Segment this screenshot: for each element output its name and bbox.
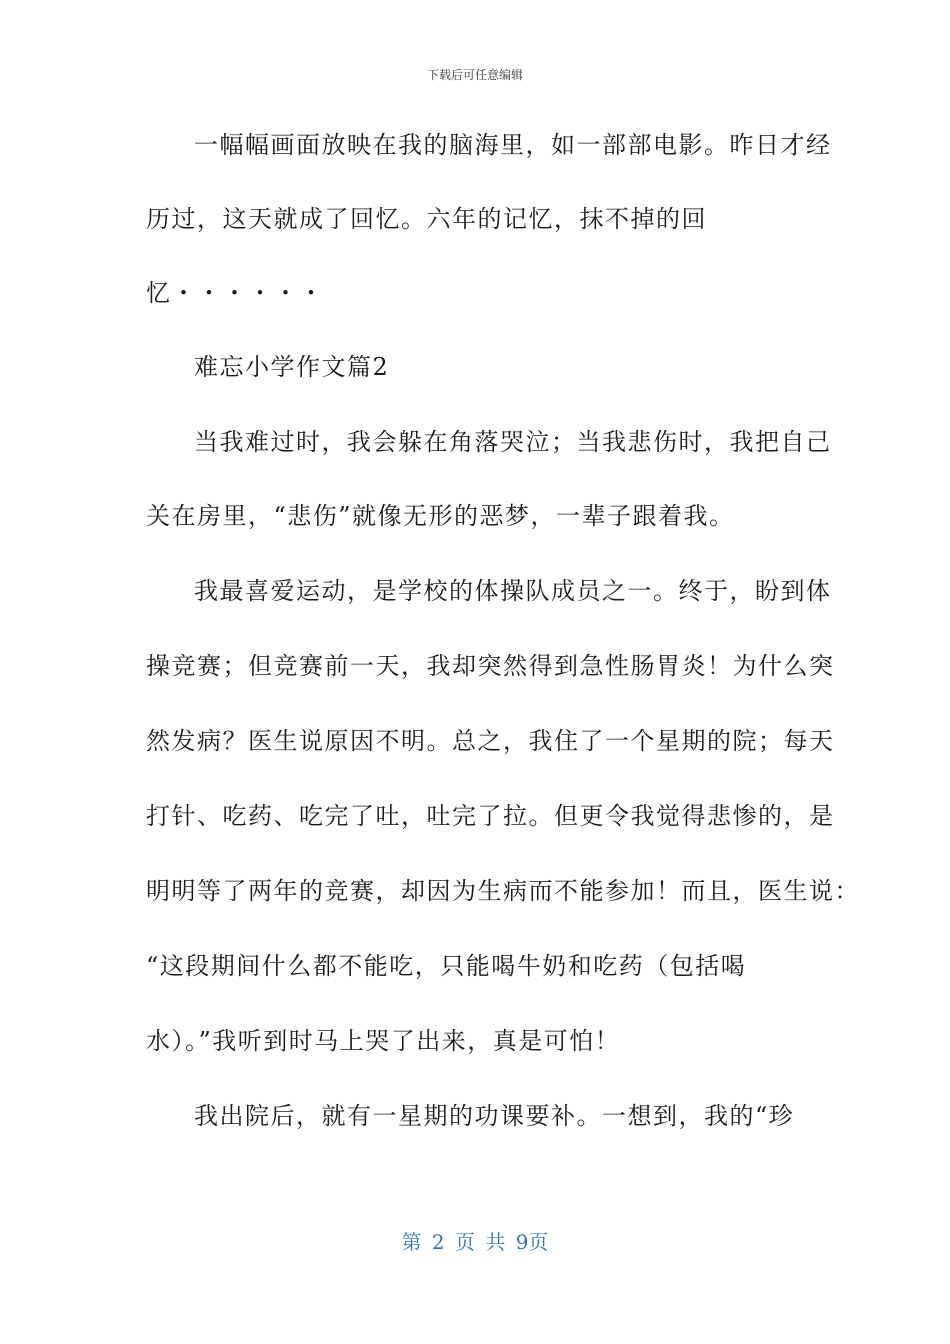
paragraph-line: 忆・・・・・・ xyxy=(146,279,325,307)
paragraph-line: 关在房里，“悲伤”就像无形的恶梦，一辈子跟着我。 xyxy=(146,502,735,530)
page-header: 下载后可任意编辑 xyxy=(426,68,523,82)
paragraph-line: 然发病？医生说原因不明。总之，我住了一个星期的院；每天 xyxy=(146,727,835,755)
paragraph-line: 操竞赛；但竞赛前一天，我却突然得到急性肠胃炎！为什么突 xyxy=(146,652,835,680)
paragraph-line: 水）。”我听到时马上哭了出来，真是可怕！ xyxy=(146,1027,621,1055)
paragraph-line: 一幅幅画面放映在我的脑海里，如一部部电影。昨日才经 xyxy=(194,131,832,159)
section-heading: 难忘小学作文篇2 xyxy=(194,353,390,381)
paragraph-line: 我出院后，就有一星期的功课要补。一想到，我的“珍 xyxy=(194,1102,795,1130)
paragraph-line: 打针、吃药、吃完了吐，吐完了拉。但更令我觉得悲惨的，是 xyxy=(146,802,835,830)
paragraph-line: 当我难过时，我会躲在角落哭泣；当我悲伤时，我把自己 xyxy=(194,428,832,456)
paragraph-line: 我最喜爱运动，是学校的体操队成员之一。终于，盼到体 xyxy=(194,577,832,605)
paragraph-line: “这段期间什么都不能吃，只能喝牛奶和吃药（包括喝 xyxy=(146,952,747,980)
page-number-footer: 第 2 页 共 9页 xyxy=(401,1230,549,1254)
paragraph-line: 历过，这天就成了回忆。六年的记忆，抹不掉的回 xyxy=(146,205,707,233)
paragraph-line: 明明等了两年的竞赛，却因为生病而不能参加！而且，医生说： xyxy=(146,877,860,905)
